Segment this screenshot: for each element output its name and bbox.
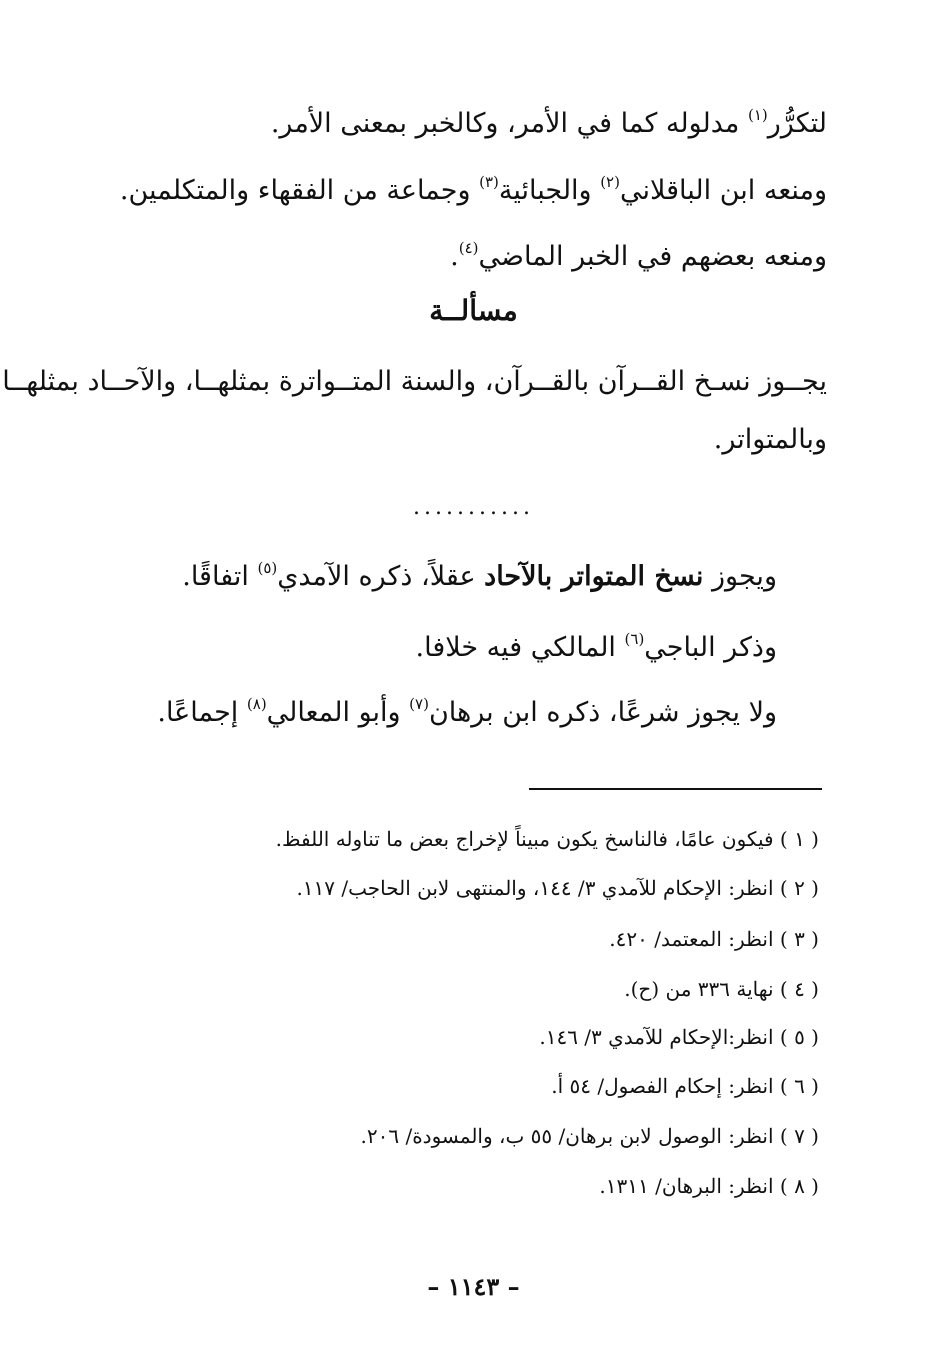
text-segment: لتكرُّر — [767, 108, 827, 139]
intro-line-2 — [120, 162, 827, 211]
bold-phrase: نسخ المتواتر بالآحاد — [484, 561, 704, 592]
footnote-ref: (٢) — [600, 173, 620, 191]
paragraph-line-1: يجــوز نسـخ القــرآن بالقــرآن، والسنة المتــواترة بمثلهــا، والآحــاد بمثلهــا — [2, 366, 827, 397]
intro-line-3 — [450, 228, 827, 277]
footnote-4: ( ٤ ) نهاية ٣٣٦ من (ح). — [624, 977, 819, 1001]
quote-line-3 — [157, 684, 777, 733]
footnote-ref: (٧) — [409, 695, 429, 713]
text-segment: ومنعه بعضهم في الخبر الماضي — [478, 241, 827, 272]
section-heading: مسألــة — [429, 294, 518, 327]
footnote-separator — [529, 788, 822, 790]
footnote-2: ( ٢ ) انظر: الإحكام للآمدي ٣/ ١٤٤، والمنتهى لابن الحاجب/ ١١٧. — [296, 876, 819, 900]
text-segment: والجبائية — [498, 175, 601, 206]
separator-dots: ........... — [413, 495, 534, 520]
text-segment: المالكي فيه خلافا. — [415, 632, 625, 663]
text-segment: ولا يجوز شرعًا، ذكره ابن برهان — [428, 697, 777, 728]
intro-line-1 — [271, 95, 827, 144]
footnote-8: ( ٨ ) انظر: البرهان/ ١٣١١. — [599, 1174, 819, 1198]
footnote-ref: (١) — [747, 106, 768, 124]
text-segment: وذكر الباجي — [644, 632, 777, 663]
text-segment: مدلوله كما في الأمر، وكالخبر بمعنى الأمر. — [270, 108, 748, 139]
text-segment: وجماعة من الفقهاء والمتكلمين. — [119, 175, 480, 206]
footnote-1: ( ١ ) فيكون عامًا، فالناسخ يكون مبيناً لإخراج بعض ما تناوله اللفظ. — [275, 827, 819, 851]
paragraph-line-2: وبالمتواتر. — [713, 424, 827, 455]
footnote-7: ( ٧ ) انظر: الوصول لابن برهان/ ٥٥ ب، والمسودة/ ٢٠٦. — [360, 1124, 819, 1148]
footnote-ref: (٨) — [246, 695, 267, 713]
text-segment: اتفاقًا. — [182, 561, 258, 592]
page-number: – ١١٤٣ – — [427, 1272, 520, 1301]
text-segment: ومنعه ابن الباقلاني — [619, 175, 827, 206]
footnote-ref: (٤) — [458, 239, 479, 257]
text-segment: عقلاً، ذكره الآمدي — [277, 561, 485, 592]
text-segment: ويجوز — [703, 561, 777, 592]
quote-line-1 — [182, 548, 777, 597]
footnote-ref: (٥) — [257, 559, 278, 577]
footnote-3: ( ٣ ) انظر: المعتمد/ ٤٢٠. — [609, 927, 819, 951]
text-segment: إجماعًا. — [157, 697, 247, 728]
quote-line-2 — [416, 619, 777, 668]
text-segment: وأبو المعالي — [266, 697, 410, 728]
footnote-5: ( ٥ ) انظر:الإحكام للآمدي ٣/ ١٤٦. — [539, 1025, 819, 1049]
footnote-ref: (٣) — [479, 173, 499, 191]
text-segment: . — [450, 241, 459, 272]
footnote-6: ( ٦ ) انظر: إحكام الفصول/ ٥٤ أ. — [551, 1074, 819, 1098]
footnote-ref: (٦) — [624, 630, 645, 648]
